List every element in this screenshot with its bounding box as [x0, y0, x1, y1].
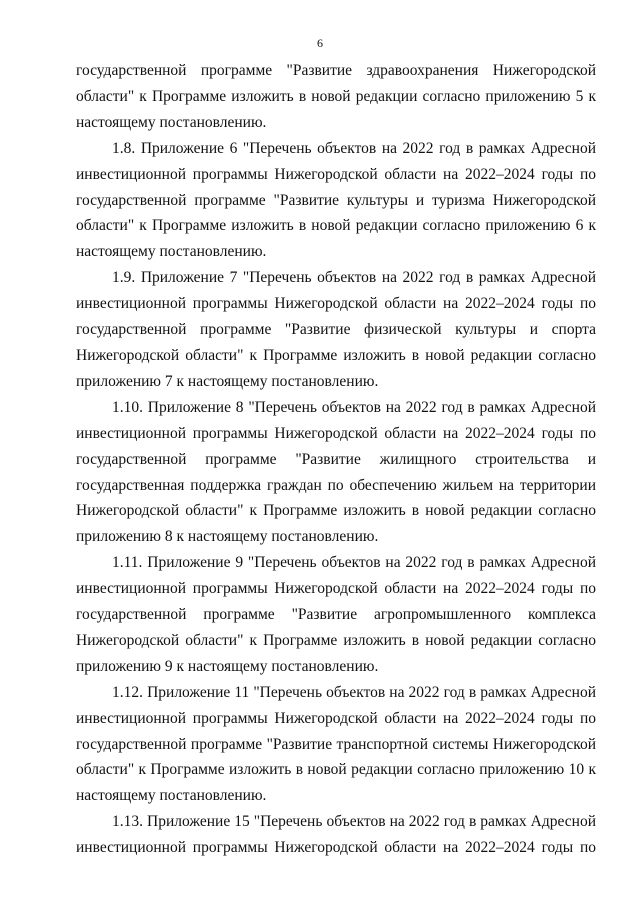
paragraph-item-1-12: 1.12. Приложение 11 "Перечень объектов на 2022 год в рамках Адресной инвестиционной программы Нижегородской области на 2022–2024 годы по государственной программе "Развитие транспортной системы Нижегородской области" к Программе изложить в новой редакции согласно приложению 10 к настоящему постановлению. — [76, 683, 596, 805]
paragraph-continuation: государственной программе "Развитие здравоохранения Нижегородской области" к Программе изложить в новой редакции согласно приложению 5 к настоящему постановлению. — [76, 62, 596, 131]
paragraph-item-1-13: 1.13. Приложение 15 "Перечень объектов на 2022 год в рамках Адресной инвестиционной программы Нижегородской области на 2022–2024 годы по — [76, 813, 596, 857]
page-number: 6 — [317, 36, 323, 50]
paragraph-item-1-8: 1.8. Приложение 6 "Перечень объектов на 2022 год в рамках Адресной инвестиционной программы Нижегородской области на 2022–2024 годы по государственной программе "Развитие культуры и туризма Нижегородской области" к Программе изложить в новой редакции согласно приложению 6 к настоящему постановлению. — [76, 139, 596, 261]
document-body — [76, 58, 596, 861]
paragraph-item-1-10: 1.10. Приложение 8 "Перечень объектов на 2022 год в рамках Адресной инвестиционной программы Нижегородской области на 2022–2024 годы по государственной программе "Развитие жилищного строительства и государственная поддержка граждан по обеспечению жильем на территории Нижегородской области" к Программе изложить в новой редакции согласно приложению 8 к настоящему постановлению. — [76, 398, 596, 546]
paragraph-item-1-9: 1.9. Приложение 7 "Перечень объектов на 2022 год в рамках Адресной инвестиционной программы Нижегородской области на 2022–2024 годы по государственной программе "Развитие физической культуры и спорта Нижегородской области" к Программе изложить в новой редакции согласно приложению 7 к настоящему постановлению. — [76, 269, 596, 390]
paragraph-item-1-11: 1.11. Приложение 9 "Перечень объектов на 2022 год в рамках Адресной инвестиционной программы Нижегородской области на 2022–2024 годы по государственной программе "Развитие агропромышленного комплекса Нижегородской области" к Программе изложить в новой редакции согласно приложению 9 к настоящему постановлению. — [76, 554, 596, 675]
